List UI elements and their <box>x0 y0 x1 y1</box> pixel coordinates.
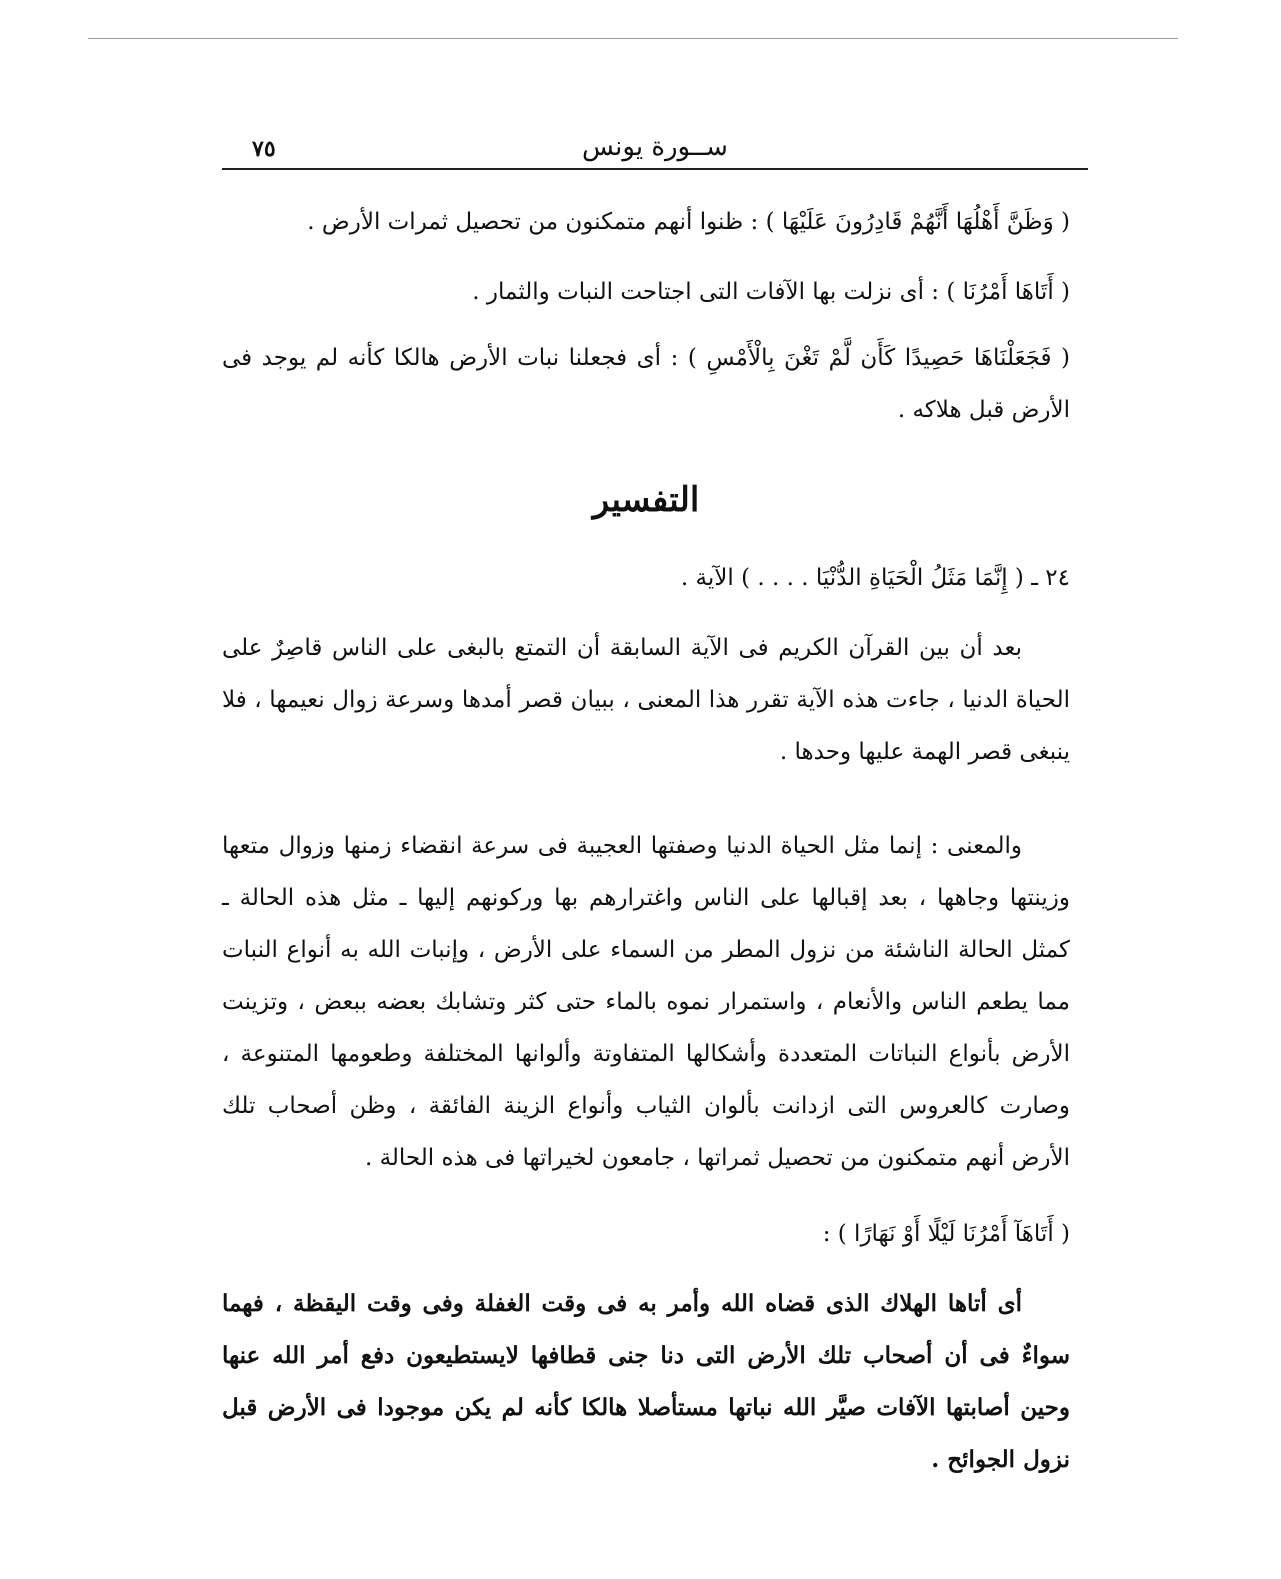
running-title: ســورة يونس <box>582 132 728 162</box>
page-header <box>222 130 1088 170</box>
paragraph-explanation <box>222 1278 1070 1486</box>
paragraph-meaning-text: والمعنى : إنما مثل الحياة الدنيا وصفتها العجيبة فى سرعة انقضاء زمنها وزوال متعها وزينتها وجاهها ، بعد إقبالها على الناس واغترارهم بها وركونهم إليها ـ مثل هذه الحالة ـ كمثل الحالة الناشئة من نزول المطر من السماء على الأرض ، وإنبات الله به أنواع النبات مما يطعم الناس والأنعام ، واستمرار نموه بالماء حتى كثر وتشابك بعضه ببعض ، وتزينت الأرض بأنواع النباتات المتعددة وأشكالها المتفاوتة وألوانها المختلفة وطعومها المتنوعة ، وصارت كالعروس التى ازدانت بألوان الثياب وأنواع الزينة الفائقة ، وظن أصحاب تلك الأرض أنهم متمكنون من تحصيل ثمراتها ، جامعون لخيراتها فى هذه الحالة . <box>222 833 1070 1171</box>
page-number: ٧٥ <box>252 136 276 162</box>
paragraph-meaning <box>222 820 1070 1184</box>
verse-heading: ٢٤ ـ ( إِنَّمَا مَثَلُ الْحَيَاةِ الدُّنْيَا . . . . ) الآية . <box>680 565 1070 591</box>
header-rule <box>222 168 1088 170</box>
section-heading: التفسير <box>592 480 700 520</box>
paragraph-explanation-text: أى أتاها الهلاك الذى قضاه الله وأمر به فى وقت الغفلة وفى وقت اليقظة ، فهما سواءٌ فى أن أصحاب تلك الأرض التى دنا جنى قطافها لايستطيعون دفع أمر الله عنها وحين أصابتها الآفات صيَّر الله نباتها مستأصلا هالكا كأنه لم يكن موجودا فى الأرض قبل نزول الجوائح . <box>222 1290 1070 1473</box>
vocab-line-2: ( أَتَاهَا أَمْرُنَا ) : أى نزلت بها الآفات التى اجتاحت النبات والثمار . <box>472 279 1070 305</box>
scan-top-line <box>88 38 1178 39</box>
vocab-line-1: ( وَظَنَّ أَهْلُهَا أَنَّهُمْ قَادِرُونَ عَلَيْهَا ) : ظنوا أنهم متمكنون من تحصيل ثمرات الأرض . <box>307 209 1070 235</box>
vocab-line-3: ( فَجَعَلْنَاهَا حَصِيدًا كَأَن لَّمْ تَغْنَ بِالْأَمْسِ ) : أى فجعلنا نبات الأرض هالكا كأنه لم يوجد فى الأرض قبل هلاكه . <box>222 345 1070 423</box>
verse-quote: ( أَتَاهَآ أَمْرُنَا لَيْلًا أَوْ نَهَارًا ) : <box>822 1221 1070 1247</box>
paragraph-intro-text: بعد أن بين القرآن الكريم فى الآية السابقة أن التمتع بالبغى على الناس قاصِرٌ على الحياة الدنيا ، جاءت هذه الآية تقرر هذا المعنى ، ببيان قصر أمدها وسرعة زوال نعيمها ، فلا ينبغى قصر الهمة عليها وحدها . <box>222 635 1070 765</box>
paragraph-intro <box>222 622 1070 778</box>
